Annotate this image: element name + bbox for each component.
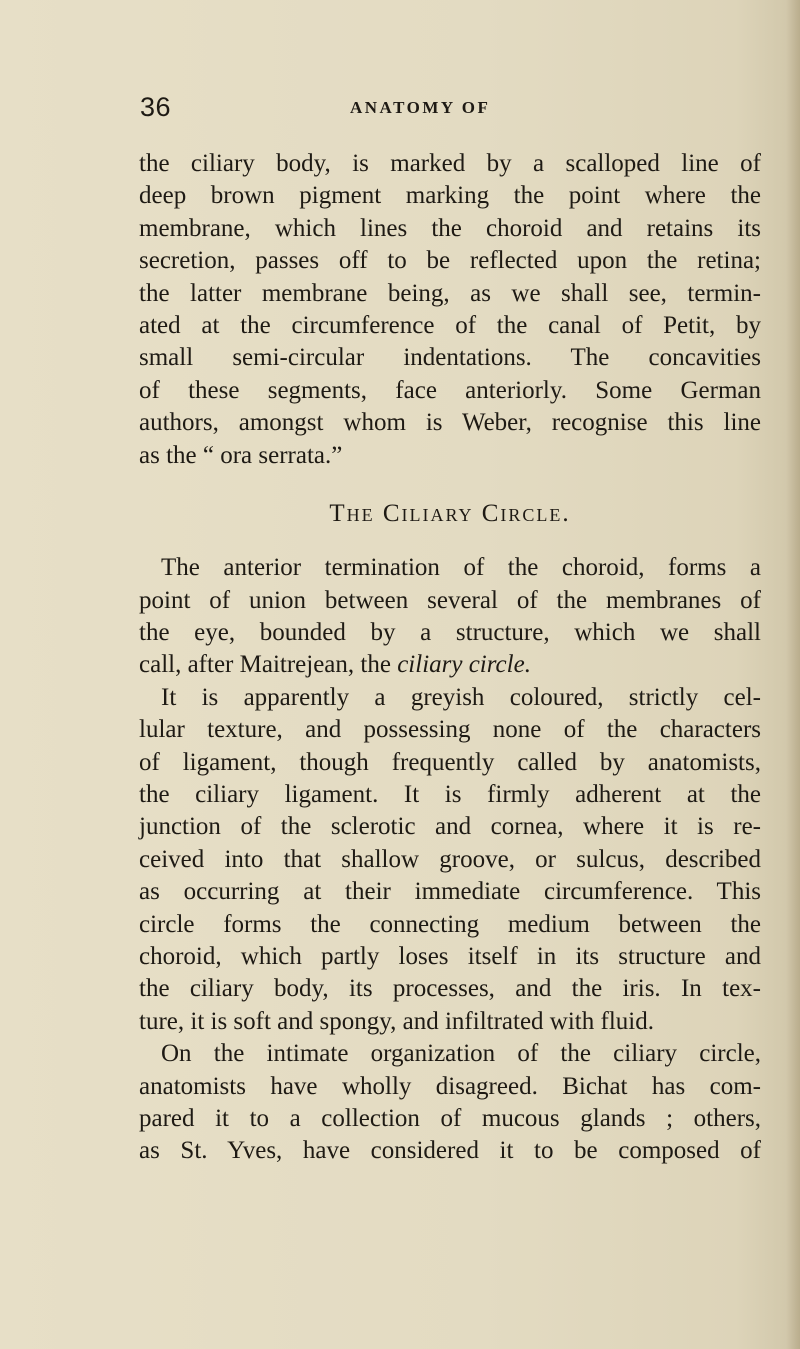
text-line: authors, amongst whom is Weber, recognise this line [139, 409, 761, 437]
text-line: the eye, bounded by a structure, which we shall [139, 619, 761, 647]
text-line: membrane, which lines the choroid and retains its [139, 214, 761, 242]
text-line-prefix: call, after Maitrejean, the [139, 651, 398, 679]
section-heading [139, 498, 761, 530]
text-line: as occurring at their immediate circumference. This [139, 878, 761, 906]
text-line: choroid, which partly loses itself in its structure and [139, 942, 761, 970]
text-line: circle forms the connecting medium between the [139, 910, 761, 938]
paragraph-1 [139, 148, 761, 472]
section-heading-text: The Ciliary Circle. [329, 499, 571, 527]
text-line: lular texture, and possessing none of the characters [139, 716, 761, 744]
body-text [139, 148, 761, 1168]
text-line: point of union between several of the membranes of [139, 586, 761, 614]
paragraph-2 [139, 552, 761, 682]
text-line: anatomists have wholly disagreed. Bichat has com- [139, 1072, 761, 1100]
text-line: ture, it is soft and spongy, and infiltrated with fluid. [139, 1007, 654, 1035]
text-line: On the intimate organization of the ciliary circle, [161, 1040, 761, 1068]
paragraph-3 [139, 682, 761, 1038]
text-line: pared it to a collection of mucous glands ; others, [139, 1104, 761, 1132]
text-line: ated at the circumference of the canal of Petit, by [139, 311, 761, 339]
text-line: as St. Yves, have considered it to be composed of [139, 1137, 761, 1165]
text-line: the latter membrane being, as we shall see, termin- [139, 279, 761, 307]
text-line: the ciliary body, its processes, and the iris. In tex- [139, 975, 761, 1003]
italic-term: ciliary circle. [397, 651, 531, 679]
text-line [139, 649, 761, 681]
text-line: of these segments, face anteriorly. Some German [139, 376, 761, 404]
text-line: junction of the sclerotic and cornea, where it is re- [139, 813, 761, 841]
text-line: ceived into that shallow groove, or sulcus, described [139, 845, 761, 873]
text-line: secretion, passes off to be reflected upon the retina; [139, 247, 761, 275]
page-number: 36 [140, 92, 172, 122]
text-line: The anterior termination of the choroid, forms a [161, 554, 761, 582]
text-line: of ligament, though frequently called by anatomists, [139, 748, 761, 776]
text-line: It is apparently a greyish coloured, strictly cel- [161, 683, 761, 711]
page-header [0, 92, 800, 122]
running-head: ANATOMY OF [350, 98, 491, 117]
paragraph-4 [139, 1038, 761, 1168]
text-line: the ciliary ligament. It is firmly adherent at the [139, 781, 761, 809]
text-line: as the “ ora serrata.” [139, 441, 343, 469]
page-edge-shadow [786, 0, 800, 1349]
text-line: deep brown pigment marking the point where the [139, 182, 761, 210]
text-line: small semi-circular indentations. The concavities [139, 344, 761, 372]
text-line: the ciliary body, is marked by a scalloped line of [139, 150, 761, 177]
